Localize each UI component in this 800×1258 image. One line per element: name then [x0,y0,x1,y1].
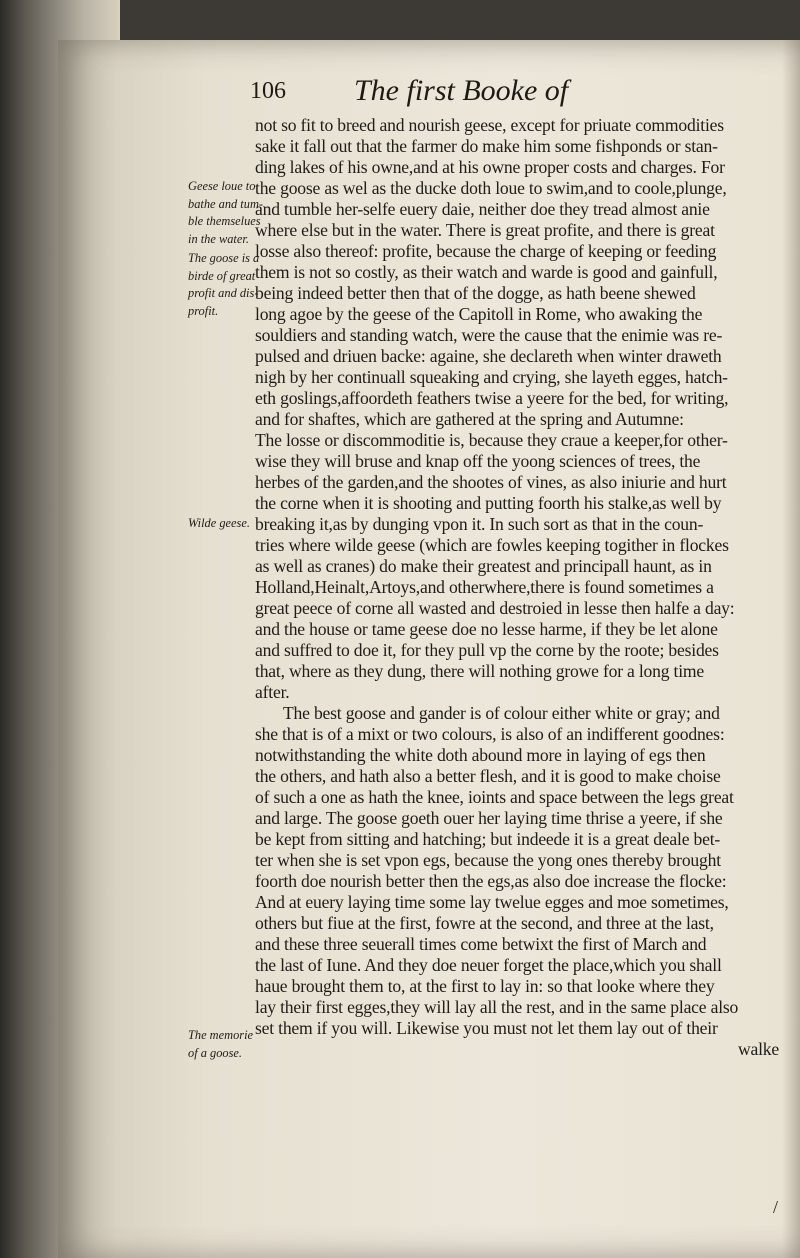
page-number: 106 [250,78,286,104]
text-line: set them if you will. Likewise you must not let them lay out of their [255,1018,718,1038]
text-line: be kept from sitting and hatching; but indeede it is a great deale bet- [255,829,721,849]
text-line: lay their first egges,they will lay all the rest, and in the same place also [255,997,739,1017]
marginal-note-line: profit and dis- [188,286,259,301]
text-line: them is not so costly, as their watch and warde is good and gainfull, [255,262,718,282]
stray-pen-mark: / [772,1197,778,1217]
marginal-note-memorie [188,1027,260,1062]
text-line: haue brought them to, at the first to lay in: so that looke where they [255,976,715,996]
marginal-note-wilde-geese [188,515,260,533]
text-line: nigh by her continuall squeaking and crying, she layeth egges, hatch- [255,367,728,387]
text-line: not so fit to breed and nourish geese, except for priuate commodities [255,115,724,135]
marginal-note-line: profit. [188,303,219,318]
text-line: and suffred to doe it, for they pull vp the corne by the roote; besides [255,640,719,660]
text-line: and tumble her-selfe euery daie, neither doe they tread almost anie [255,199,710,219]
text-line: foorth doe nourish better then the egs,as also doe increase the flocke: [255,871,727,891]
text-line: of such a one as hath the knee, ioints and space between the legs great [255,787,734,807]
text-line: others but fiue at the first, fowre at the second, and three at the last, [255,913,714,933]
text-line: and large. The goose goeth ouer her laying time thrise a yeere, if she [255,808,723,828]
text-line: breaking it,as by dunging vpon it. In such sort as that in the coun- [255,514,704,534]
text-line: ter when she is set vpon egs, because the yong ones thereby brought [255,850,721,870]
marginal-note-line: bathe and tum- [188,196,264,211]
text-line: great peece of corne all wasted and destroied in lesse then halfe a day: [255,598,735,618]
text-line: being indeed better then that of the dogge, as hath beene shewed [255,283,696,303]
marginal-note-line: in the water. [188,231,249,246]
text-line: where else but in the water. There is great profite, and there is great [255,220,715,240]
text-line: The best goose and gander is of colour either white or gray; and [283,703,720,723]
marginal-note-line: of a goose. [188,1045,243,1060]
text-line: wise they will bruse and knap off the yoong sciences of trees, the [255,451,701,471]
marginal-note-line: Wilde geese. [188,516,250,530]
text-line: pulsed and driuen backe: againe, she declareth when winter draweth [255,346,722,366]
text-line: after. [255,682,290,702]
marginal-note-bathing [188,178,264,248]
text-line: and these three seuerall times come betwixt the first of March and [255,934,707,954]
text-line: long agoe by the geese of the Capitoll in Rome, who awaking the [255,304,703,324]
text-line: the goose as wel as the ducke doth loue to swim,and to coole,plunge, [255,178,727,198]
running-title: The first Booke of [354,74,569,107]
text-line: And at euery laying time some lay twelue egges and moe sometimes, [255,892,729,912]
text-line: tries where wilde geese (which are fowles keeping togither in flockes [255,535,729,555]
text-line: Holland,Heinalt,Artoys,and otherwhere,there is found sometimes a [255,577,714,597]
text-line: the corne when it is shooting and putting foorth his stalke,as well by [255,493,722,513]
catchword: walke [737,1039,779,1059]
text-line: the others, and hath also a better flesh, and it is good to make choise [255,766,721,786]
text-line: ding lakes of his owne,and at his owne proper costs and charges. For [255,157,725,177]
text-line: she that is of a mixt or two colours, is also of an indifferent goodnes: [255,724,725,744]
text-line: as well as cranes) do make their greatest and principall haunt, as in [255,556,712,576]
marginal-note-profit [188,250,260,320]
text-line: sake it fall out that the farmer do make him some fishponds or stan- [255,136,718,156]
text-line: that, where as they dung, there will nothing growe for a long time [255,661,705,681]
text-line: The losse or discommoditie is, because they craue a keeper,for other- [255,430,728,450]
page-header [250,74,770,110]
text-line: losse also thereof: profite, because the charge of keeping or feeding [255,241,717,261]
text-line: the last of Iune. And they doe neuer forget the place,which you shall [255,955,722,975]
text-line: eth goslings,affoordeth feathers twise a yeere for the bed, for writing, [255,388,729,408]
marginal-note-line: The goose is a [188,251,260,265]
marginal-note-line: ble themselues [188,214,261,229]
body-text [255,115,785,1060]
marginal-note-line: Geese loue to [188,179,256,193]
text-line: souldiers and standing watch, were the cause that the enimie was re- [255,325,723,345]
text-line: herbes of the garden,and the shootes of vines, as also iniurie and hurt [255,472,727,492]
marginal-note-line: The memorie [188,1028,254,1042]
text-line: notwithstanding the white doth abound more in laying of egs then [255,745,706,765]
text-line: and the house or tame geese doe no lesse harme, if they be let alone [255,619,718,639]
marginal-note-line: birde of great [188,268,256,283]
text-line: and for shaftes, which are gathered at the spring and Autumne: [255,409,684,429]
